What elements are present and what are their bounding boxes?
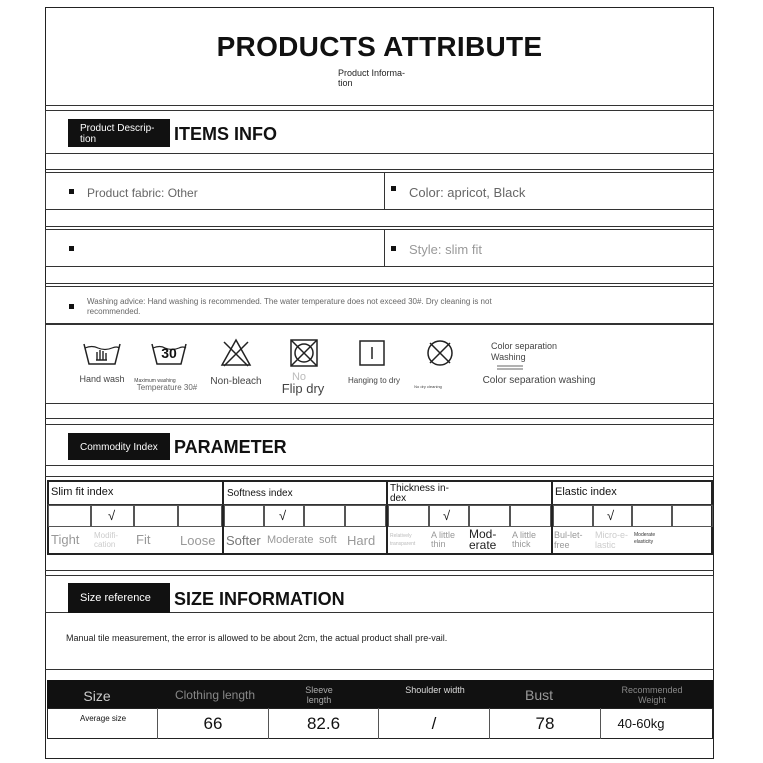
index-cell [553,505,593,527]
bullet [69,189,74,194]
section-title-items-info: ITEMS INFO [174,124,277,144]
fabric-attribute: Product fabric: Other [87,186,198,200]
care-caption: Color separation washing [482,375,596,386]
care-caption: Hanging to dry [347,376,401,385]
option-label: Moderate elasticity [634,532,656,545]
no-bleach-icon [220,338,252,368]
index-title-elastic: Elastic index [555,486,617,498]
option-label: Softer [226,533,261,548]
index-cell [469,505,510,527]
checkmark: √ [443,508,451,523]
bullet [391,246,396,251]
care-caption: Hand wash [79,374,125,384]
section-label-commodity-index: Commodity Index [68,433,170,460]
size-cell: / [431,714,437,733]
bullet [69,246,74,251]
option-label: soft [319,534,337,546]
no-dry-clean-icon [425,338,455,368]
size-cell: 40-60kg [617,716,665,731]
page-subtitle: Product Informa-tion [338,68,406,88]
section-label-product-description: Product Descrip-tion [68,119,170,147]
option-label: A little thin [431,530,456,549]
care-caption: No dry cleaning [414,384,442,389]
divider [45,105,714,106]
option-label: Tight [51,532,80,547]
index-title-thickness: Thickness in-dex [390,483,449,504]
size-cell: Average size [80,714,127,723]
checkmark: √ [279,508,287,523]
index-cell [672,505,713,527]
care-caption: Temperature 30# [136,383,198,392]
care-caption: Flip dry [281,381,325,396]
washing-advice: Washing advice: Hand washing is recommended. The water temperature does not exceed 30#. Dry cleaning is not recommended. [87,297,492,316]
wash-temperature: 30 [161,345,177,361]
section-title-parameter: PARAMETER [174,437,287,457]
option-label: Modifi-cation [94,531,119,549]
index-cell [388,505,429,527]
care-caption-top: Color separation Washing [491,341,558,362]
measurement-note: Manual tile measurement, the error is allowed to be about 2cm, the actual product shall pre-vail. [66,633,448,643]
divider [45,226,714,227]
page-title: PRODUCTS ATTRIBUTE [216,31,543,62]
care-caption: Non-bleach [210,376,262,387]
size-cell: 78 [535,714,555,733]
option-label: A little thick [512,530,537,549]
divider [45,418,714,419]
option-label: Mod-erate [469,527,497,552]
option-label: Bul-let-free [554,530,583,550]
column-header: Recommended Weight [621,685,683,705]
hang-dry-icon [358,339,386,367]
index-cell [178,505,222,527]
attribute-row [45,229,714,267]
style-attribute: Style: slim fit [409,242,482,257]
care-caption-small: No [291,371,307,383]
bullet [391,186,396,191]
column-header: Clothing length [174,688,256,702]
divider [45,476,714,477]
section-label-size-reference: Size reference [68,583,170,613]
column-header: Sleeve length [305,685,333,705]
bullet [69,304,74,309]
checkmark: √ [607,508,615,523]
column-header: Bust [524,687,553,703]
index-cell [632,505,672,527]
option-label: Micro-e-lastic [595,530,628,550]
option-label: Relatively transparent [390,533,416,547]
checkmark: √ [108,508,116,523]
option-label: Fit [136,532,151,547]
hand-wash-icon [82,340,122,368]
divider [45,283,714,284]
option-label: Loose [180,533,216,548]
no-tumble-dry-icon [289,338,319,368]
divider [45,669,714,670]
index-title-slim-fit: Slim fit index [51,486,114,498]
index-title-softness: Softness index [227,488,293,499]
color-attribute: Color: apricot, Black [409,185,526,200]
index-cell [510,505,551,527]
index-cell [345,505,386,527]
column-header: Shoulder width [405,685,465,695]
option-label: Hard [347,533,376,548]
size-cell: 66 [203,714,223,733]
index-cell [48,505,91,527]
divider [384,229,385,267]
index-cell [134,505,178,527]
divider [45,570,714,571]
divider [384,172,385,210]
care-caption-small: Maximum washing [134,378,176,384]
index-cell [304,505,345,527]
column-header: Size [83,688,111,704]
color-separation-icon [495,364,525,370]
section-title-size-information: SIZE INFORMATION [174,589,345,609]
index-cell [224,505,264,527]
size-cell: 82.6 [306,714,341,733]
divider [45,169,714,170]
option-label: Moderate [267,534,314,546]
